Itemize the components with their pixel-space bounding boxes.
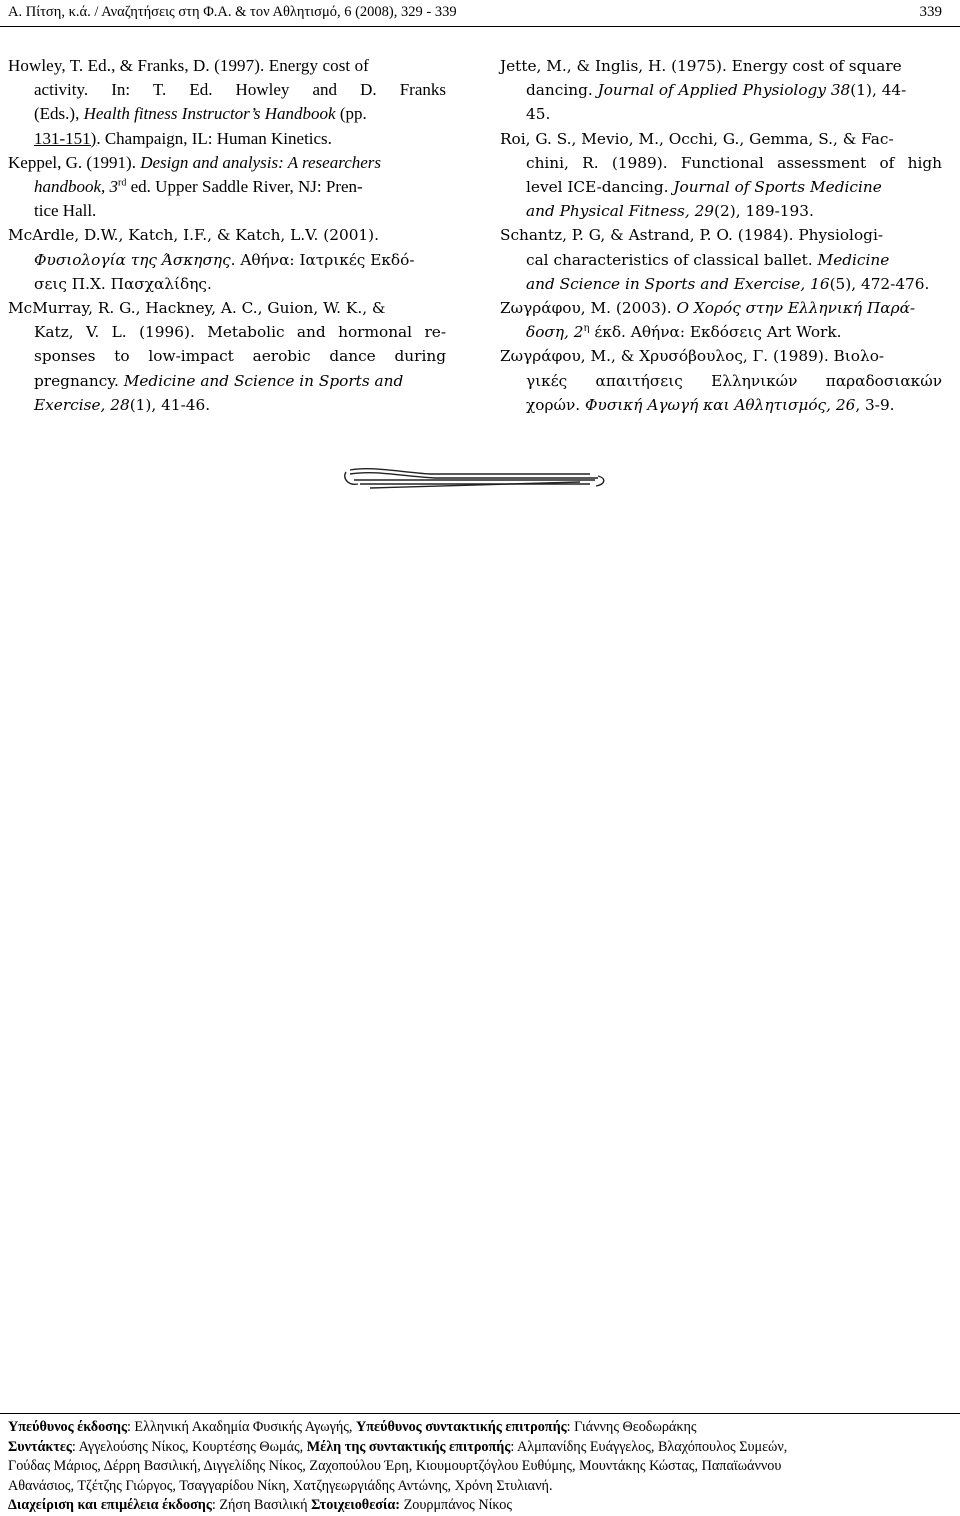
ref-line bbox=[500, 296, 942, 320]
ref-title: Ο Χορός στην Ελληνική Παρά- bbox=[676, 299, 916, 318]
footer-value: Ζουρμπάνος Νίκος bbox=[400, 1497, 512, 1514]
ref-line bbox=[8, 78, 446, 102]
ref-line bbox=[8, 127, 446, 151]
footer-label: Υπεύθυνος έκδοσης bbox=[8, 1419, 127, 1435]
ref-text: (1), 41-46. bbox=[129, 395, 211, 414]
reference-howley bbox=[8, 54, 446, 151]
footer-value: : Αγγελούσης Νίκος, Κουρτέσης Θωμάς, bbox=[71, 1438, 307, 1455]
ref-text: (1), 44- bbox=[850, 81, 907, 100]
ref-line bbox=[500, 272, 942, 296]
ref-text: 131-151) bbox=[34, 128, 97, 148]
ref-text: sponses to low-impact aerobic dance during bbox=[34, 347, 446, 366]
ref-line bbox=[8, 223, 446, 247]
ref-title: and Physical Fitness, 29 bbox=[526, 202, 715, 221]
ref-line bbox=[500, 199, 942, 223]
footer-value: : Αλμπανίδης Ευάγγελος, Βλαχόπουλος Συμεών, bbox=[510, 1438, 788, 1455]
ref-text: χορών. bbox=[526, 395, 585, 414]
ref-text: activity. In: T. Ed. Howley and D. Franks bbox=[34, 80, 446, 100]
decorative-divider-ornament bbox=[340, 460, 610, 500]
ref-line bbox=[500, 127, 942, 151]
ref-line bbox=[8, 175, 446, 199]
ref-line bbox=[500, 369, 942, 393]
ref-text: level ICE-dancing. bbox=[526, 178, 674, 197]
ref-title: handbook, 3 bbox=[34, 177, 119, 197]
ref-title: Exercise, 28 bbox=[34, 395, 130, 414]
ref-text: Keppel, G. (1991). bbox=[8, 152, 141, 172]
references-left-column bbox=[8, 54, 446, 417]
ref-text: έκδ. Αθήνα: Εκδόσεις Art Work. bbox=[589, 323, 842, 342]
ref-text: cal characteristics of classical ballet. bbox=[526, 250, 818, 269]
ref-line bbox=[8, 102, 446, 126]
ref-text: Ζωγράφου, Μ., & Χρυσόβουλος, Γ. (1989). Βιολο- bbox=[500, 347, 885, 366]
ref-line bbox=[500, 393, 942, 417]
footer-line bbox=[8, 1496, 952, 1516]
ref-text: McArdle, D.W., Katch, I.F., & Katch, L.V. (2001). bbox=[8, 226, 379, 245]
running-head-text: Α. Πίτση, κ.ά. / Αναζητήσεις στη Φ.Α. & τον Αθλητισμό, 6 (2008), 329 - 339 bbox=[8, 4, 457, 20]
ref-title: Journal of Sports Medicine bbox=[673, 178, 882, 197]
references-right-column bbox=[500, 54, 942, 417]
ref-line bbox=[500, 320, 942, 344]
footer-value: : Ελληνική Ακαδημία Φυσικής Αγωγής, bbox=[126, 1419, 357, 1435]
journal-credits-footer bbox=[0, 1413, 960, 1516]
ref-superscript: η bbox=[583, 323, 590, 335]
ref-title: Medicine and Science in Sports and bbox=[123, 371, 404, 390]
ref-title: Medicine bbox=[817, 250, 890, 269]
reference-jette bbox=[500, 54, 942, 127]
ref-line bbox=[8, 393, 446, 417]
reference-mcmurray bbox=[8, 296, 446, 417]
ref-line bbox=[500, 54, 942, 78]
reference-mcardle bbox=[8, 223, 446, 296]
ref-title: Φυσιολογία της Άσκησης bbox=[34, 250, 231, 269]
ref-text: (5), 472-476. bbox=[829, 274, 930, 293]
footer-label: Διαχείριση και επιμέλεια έκδοσης bbox=[8, 1497, 212, 1514]
ref-text: . Champaign, IL: Human Kinetics. bbox=[96, 128, 332, 148]
footer-value: : Γιάννης Θεοδωράκης bbox=[566, 1419, 697, 1435]
ref-text: (pp. bbox=[335, 104, 367, 124]
footer-label: Υπεύθυνος συντακτικής επιτροπής bbox=[356, 1419, 567, 1435]
ref-text: γικές απαιτήσεις Ελληνικών παραδοσιακών bbox=[526, 371, 942, 390]
ref-line bbox=[500, 248, 942, 272]
ref-line bbox=[500, 344, 942, 368]
ref-line bbox=[8, 369, 446, 393]
reference-roi bbox=[500, 127, 942, 224]
footer-value: Γούδας Μάριος, Δέρρη Βασιλική, Διγγελίδης Νίκος, Ζαχοπούλου Έρη, Κιουμουρτζόγλου Ευθύμης, Μουντάκης Κώστας, Παπαϊωάννου bbox=[8, 1458, 782, 1475]
ref-line bbox=[500, 175, 942, 199]
reference-keppel bbox=[8, 151, 446, 224]
footer-line bbox=[8, 1457, 952, 1477]
ref-title: and Science in Sports and Exercise, 16 bbox=[526, 274, 830, 293]
ref-line bbox=[8, 296, 446, 320]
ref-text: . Αθήνα: Ιατρικές Εκδό- bbox=[230, 250, 415, 269]
ref-text: McMurray, R. G., Hackney, A. C., Guion, W. K., & bbox=[8, 299, 386, 318]
reference-zografou-1989 bbox=[500, 344, 942, 417]
running-header bbox=[0, 0, 960, 27]
ref-text: dancing. bbox=[526, 81, 598, 100]
ref-text: 45. bbox=[526, 105, 551, 124]
ref-line bbox=[8, 248, 446, 272]
ref-line bbox=[500, 102, 942, 126]
ref-title: δοση, 2 bbox=[526, 323, 584, 342]
reference-schantz bbox=[500, 223, 942, 296]
ref-title: Health fitness Instructor’s Handbook bbox=[83, 104, 336, 124]
footer-value: : Ζήση Βασιλική bbox=[211, 1497, 312, 1514]
ref-line bbox=[8, 344, 446, 368]
ref-text: pregnancy. bbox=[34, 371, 124, 390]
ref-text: Katz, V. L. (1996). Metabolic and hormonal re- bbox=[34, 323, 446, 342]
ref-title: Journal of Applied Physiology 38 bbox=[597, 81, 851, 100]
ref-text: Ζωγράφου, Μ. (2003). bbox=[500, 299, 677, 318]
ref-text: Jette, M., & Inglis, H. (1975). Energy cost of square bbox=[500, 57, 902, 75]
ref-text: tice Hall. bbox=[34, 201, 97, 221]
ref-line bbox=[500, 151, 942, 175]
ref-title: Φυσική Αγωγή και Αθλητισμός, 26 bbox=[584, 395, 856, 414]
footer-line bbox=[8, 1477, 952, 1497]
ref-text: chini, R. (1989). Functional assessment of high bbox=[526, 153, 942, 172]
ref-line bbox=[8, 199, 446, 223]
ref-line bbox=[500, 223, 942, 247]
ref-line bbox=[8, 320, 446, 344]
ref-superscript: rd bbox=[118, 177, 127, 189]
ref-text: Schantz, P. G, & Astrand, P. O. (1984). Physiologi- bbox=[500, 226, 884, 245]
ref-line bbox=[500, 78, 942, 102]
ref-text: (Eds.), bbox=[34, 104, 84, 124]
ref-text: σεις Π.Χ. Πασχαλίδης. bbox=[34, 274, 212, 293]
reference-zografou-2003 bbox=[500, 296, 942, 344]
ref-text: Howley, T. Ed., & Franks, D. (1997). Energy cost of bbox=[8, 56, 369, 75]
ref-line bbox=[8, 54, 446, 78]
footer-label: Συντάκτες bbox=[8, 1438, 72, 1455]
page-number: 339 bbox=[919, 4, 942, 20]
ref-text: (2), 189-193. bbox=[714, 202, 814, 221]
footer-value: Αθανάσιος, Τζέτζης Γιώργος, Τσαγγαρίδου Νίκη, Χατζηγεωργιάδης Αντώνης, Χρόνη Στυλιανή. bbox=[8, 1477, 553, 1494]
ref-text: , 3-9. bbox=[855, 395, 895, 414]
footer-line bbox=[8, 1418, 952, 1438]
ref-text: ed. Upper Saddle River, NJ: Pren- bbox=[126, 177, 363, 197]
ref-line bbox=[8, 272, 446, 296]
ref-line bbox=[8, 151, 446, 175]
ref-text: Roi, G. S., Mevio, M., Occhi, G., Gemma, S., & Fac- bbox=[500, 129, 894, 148]
footer-label: Στοιχειοθεσία: bbox=[311, 1497, 401, 1514]
footer-label: Μέλη της συντακτικής επιτροπής bbox=[306, 1438, 511, 1455]
ref-title: Design and analysis: A researchers bbox=[140, 152, 382, 172]
footer-line bbox=[8, 1438, 952, 1458]
